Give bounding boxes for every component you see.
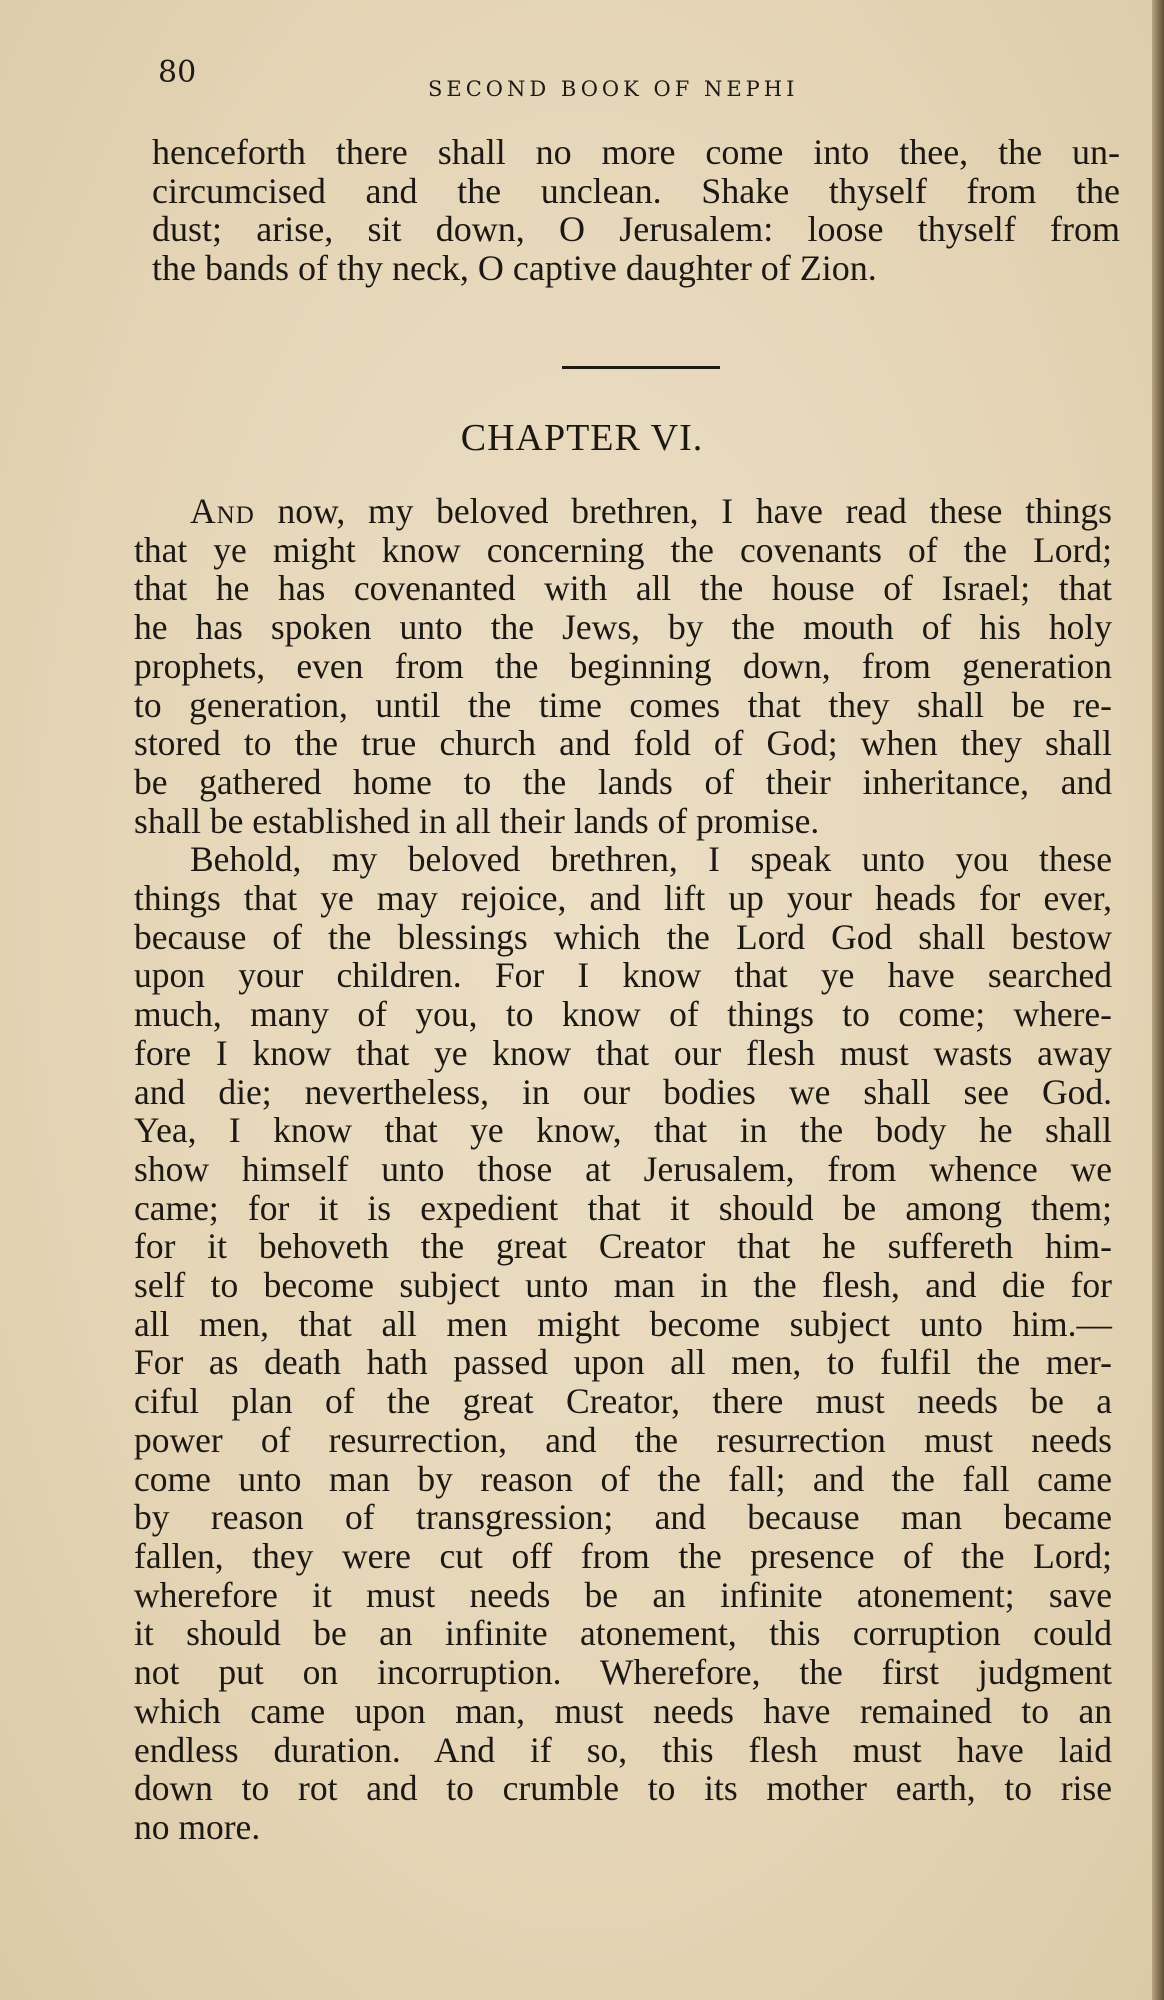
text-line: endless duration. And if so, this flesh must have laid	[134, 1729, 1112, 1770]
chapter-body	[134, 492, 1112, 1847]
text-line: it should be an infinite atonement, this corruption could	[134, 1613, 1112, 1654]
text-line: power of resurrection, and the resurrection must needs	[134, 1419, 1112, 1460]
text-line: show himself unto those at Jerusalem, from whence we	[134, 1148, 1112, 1189]
text-line: things that ye may rejoice, and lift up your heads for ever,	[134, 878, 1112, 919]
text-line: fallen, they were cut off from the presence of the Lord;	[134, 1535, 1112, 1576]
first-line-rest: now, my beloved brethren, I have read these things	[254, 491, 1112, 531]
text-line: and die; nevertheless, in our bodies we shall see God.	[134, 1071, 1112, 1112]
text-line: much, many of you, to know of things to come; where-	[134, 994, 1112, 1035]
text-line: stored to the true church and fold of God; when they shall	[134, 723, 1112, 764]
text-line: dust; arise, sit down, O Jerusalem: loose thyself from	[152, 209, 1120, 250]
text-line: For as death hath passed upon all men, to fulfil the mer-	[134, 1342, 1112, 1383]
section-divider	[562, 366, 720, 369]
text-line: the bands of thy neck, O captive daughter of Zion.	[152, 248, 877, 289]
text-line: by reason of transgression; and because man became	[134, 1497, 1112, 1538]
text-line: Behold, my beloved brethren, I speak unto you these	[190, 839, 1112, 880]
text-line: wherefore it must needs be an infinite atonement; save	[134, 1574, 1112, 1615]
text-line: that he has covenanted with all the house of Israel; that	[134, 568, 1112, 609]
text-line: ciful plan of the great Creator, there must needs be a	[134, 1381, 1112, 1422]
chapter-heading: CHAPTER VI.	[460, 417, 704, 459]
text-line: he has spoken unto the Jews, by the mouth of his holy	[134, 607, 1112, 648]
text-line: came; for it is expedient that it should be among them;	[134, 1187, 1112, 1228]
text-line: that ye might know concerning the covenants of the Lord;	[134, 529, 1112, 570]
running-head-title: SECOND BOOK OF NEPHI	[428, 77, 799, 101]
text-line: Yea, I know that ye know, that in the body he shall	[134, 1110, 1112, 1151]
chapter-opening-word: And	[190, 491, 255, 531]
text-line: because of the blessings which the Lord God shall bestow	[134, 916, 1112, 957]
opening-passage	[152, 133, 1120, 288]
text-line-first	[134, 492, 1112, 531]
text-line: prophets, even from the beginning down, from generation	[134, 645, 1112, 686]
text-line: not put on incorruption. Wherefore, the first judgment	[134, 1652, 1112, 1693]
text-line: upon your children. For I know that ye have searched	[134, 955, 1112, 996]
text-line: henceforth there shall no more come into thee, the un-	[152, 132, 1120, 172]
running-head	[150, 55, 1050, 105]
page-number: 80	[158, 55, 197, 90]
text-line: all men, that all men might become subject unto him.—	[134, 1303, 1112, 1344]
text-line: which came upon man, must needs have remained to an	[134, 1690, 1112, 1731]
text-line: self to become subject unto man in the flesh, and die for	[134, 1265, 1112, 1306]
text-line: shall be established in all their lands of promise.	[134, 800, 820, 841]
page-edge-shadow	[1152, 0, 1164, 2000]
text-line: be gathered home to the lands of their inheritance, and	[134, 761, 1112, 802]
text-line: no more.	[134, 1806, 261, 1847]
text-line: fore I know that ye know that our flesh must wasts away	[134, 1032, 1112, 1073]
text-line: down to rot and to crumble to its mother earth, to rise	[134, 1768, 1112, 1809]
text-line: to generation, until the time comes that they shall be re-	[134, 684, 1112, 725]
text-line: come unto man by reason of the fall; and the fall came	[134, 1458, 1112, 1499]
text-line: circumcised and the unclean. Shake thyself from the	[152, 170, 1120, 211]
text-line: for it behoveth the great Creator that he suffereth him-	[134, 1226, 1112, 1267]
